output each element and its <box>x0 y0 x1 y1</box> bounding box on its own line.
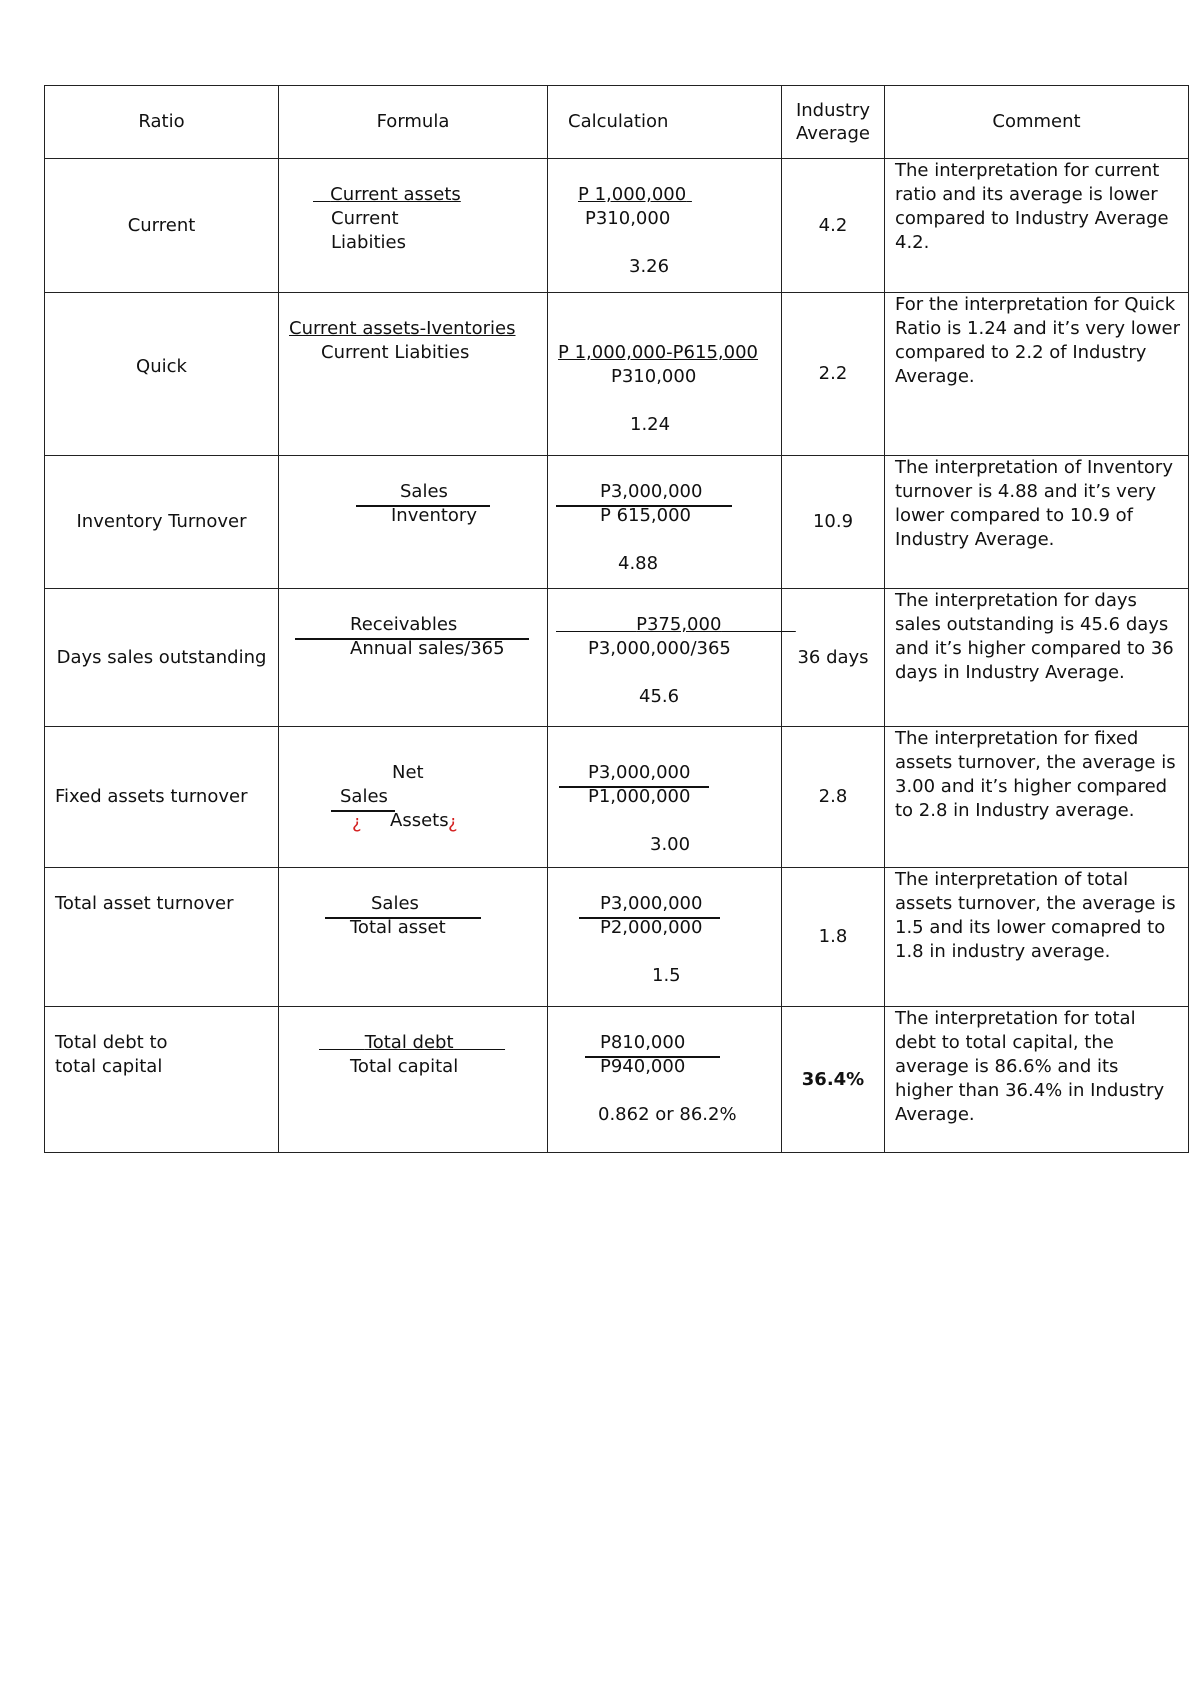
calculation-cell <box>548 1007 782 1153</box>
formula-cell <box>279 159 548 293</box>
industry-average-cell <box>782 727 885 868</box>
table-row <box>45 589 1189 727</box>
table-row <box>45 1007 1189 1153</box>
calc-numerator: P3,000,000 <box>588 762 691 783</box>
calc-numerator: P 1,000,000 <box>578 184 687 205</box>
formula-cell <box>279 589 548 727</box>
header-industry-line2: Average <box>796 123 870 144</box>
industry-average-value: 2.8 <box>818 786 848 807</box>
calc-denominator: P3,000,000/365 <box>588 638 731 659</box>
unknown-glyph-right: ¿ <box>448 812 458 833</box>
table-row <box>45 727 1189 868</box>
formula-numerator-line1: Net <box>392 762 424 783</box>
comment-cell: The interpretation for current ratio and its average is lower compared to Industry Average 4.2. <box>885 159 1189 293</box>
header-ratio: Ratio <box>45 86 279 159</box>
formula-numerator: Current assets-Iventories <box>289 318 516 339</box>
comment-cell: For the interpretation for Quick Ratio is 1.24 and it’s very lower compared to 2.2 of Industry Average. <box>885 293 1189 456</box>
comment-cell: The interpretation for total debt to total capital, the average is 86.6% and its higher than 36.4% in Industry Average. <box>885 1007 1189 1153</box>
header-comment: Comment <box>885 86 1189 159</box>
calculation-cell <box>548 868 782 1007</box>
calc-numerator: P3,000,000 <box>600 893 703 914</box>
calc-numerator: P 1,000,000-P615,000 <box>558 342 758 363</box>
comment-cell: The interpretation for days sales outstanding is 45.6 days and it’s higher compared to 36 days in Industry Average. <box>885 589 1189 727</box>
ratio-cell <box>45 589 279 727</box>
calc-result: 45.6 <box>639 686 680 707</box>
formula-denominator-line1: Current <box>331 208 399 229</box>
industry-average-cell <box>782 456 885 589</box>
formula-denominator: Current Liabities <box>321 342 470 363</box>
calc-denominator: P310,000 <box>585 208 671 229</box>
industry-average-cell <box>782 868 885 1007</box>
ratio-name: Current <box>127 214 196 236</box>
formula-cell <box>279 293 548 456</box>
table-row <box>45 293 1189 456</box>
calculation-cell <box>548 589 782 727</box>
table-header-row <box>45 86 1189 159</box>
calc-denominator: P1,000,000 <box>588 786 691 807</box>
industry-average-value: 1.8 <box>818 926 848 947</box>
formula-numerator: Current assets <box>330 184 461 205</box>
formula-numerator-line2: Sales <box>340 786 388 807</box>
table-row <box>45 159 1189 293</box>
fraction-bar <box>331 810 395 812</box>
calc-denominator: P 615,000 <box>600 505 692 526</box>
industry-average-value: 2.2 <box>818 363 848 384</box>
calc-numerator: P3,000,000 <box>600 481 703 502</box>
formula-numerator: Total debt <box>364 1032 454 1053</box>
formula-denominator: Annual sales/365 <box>350 638 505 659</box>
calculation-cell <box>548 293 782 456</box>
ratio-cell <box>45 159 279 293</box>
calc-result: 0.862 or 86.2% <box>598 1104 737 1125</box>
calc-denominator: P2,000,000 <box>600 917 703 938</box>
industry-average-cell <box>782 159 885 293</box>
ratio-cell <box>45 868 279 1007</box>
table-row <box>45 868 1189 1007</box>
ratio-name: Fixed assets turnover <box>55 786 248 807</box>
formula-denominator: Total capital <box>350 1056 459 1077</box>
industry-average-cell <box>782 293 885 456</box>
calculation-cell <box>548 159 782 293</box>
ratio-name-line2: total capital <box>55 1056 163 1077</box>
comment-cell: The interpretation for fixed assets turnover, the average is 3.00 and it’s higher compared to 2.8 in Industry average. <box>885 727 1189 868</box>
formula-cell <box>279 1007 548 1153</box>
industry-average-value: 4.2 <box>818 214 848 236</box>
ratio-cell <box>45 456 279 589</box>
ratio-name: Days sales outstanding <box>56 646 267 668</box>
comment-cell: The interpretation of total assets turnover, the average is 1.5 and its lower comapred to 1.8 in industry average. <box>885 868 1189 1007</box>
unknown-glyph-left: ¿ <box>352 812 362 833</box>
calculation-cell <box>548 727 782 868</box>
industry-average-cell <box>782 1007 885 1153</box>
ratio-name: Inventory Turnover <box>76 511 247 532</box>
calc-denominator: P310,000 <box>611 366 697 387</box>
table-row <box>45 456 1189 589</box>
ratio-name: Total asset turnover <box>55 893 234 914</box>
formula-cell <box>279 868 548 1007</box>
formula-numerator: Sales <box>400 481 448 502</box>
ratio-cell <box>45 293 279 456</box>
formula-cell <box>279 456 548 589</box>
formula-denominator: Inventory <box>391 505 477 526</box>
header-industry-average <box>782 86 885 159</box>
calc-result: 1.24 <box>630 414 671 435</box>
formula-numerator: Receivables <box>350 614 458 635</box>
industry-average-value: 36.4% <box>801 1068 865 1090</box>
ratio-name-line1: Total debt to <box>55 1032 168 1053</box>
ratio-cell <box>45 1007 279 1153</box>
industry-average-value: 10.9 <box>812 511 854 532</box>
calc-result: 3.26 <box>629 256 670 277</box>
calculation-cell <box>548 456 782 589</box>
header-calculation: Calculation <box>548 86 782 159</box>
industry-average-value: 36 days <box>797 646 869 668</box>
calc-result: 4.88 <box>618 553 659 574</box>
calc-result: 3.00 <box>650 834 691 855</box>
ratio-cell <box>45 727 279 868</box>
header-formula: Formula <box>279 86 548 159</box>
formula-denominator-line2: Liabities <box>331 232 406 253</box>
header-industry-line1: Industry <box>795 100 871 121</box>
calc-result: 1.5 <box>652 965 681 986</box>
calc-numerator: P810,000 <box>600 1032 686 1053</box>
industry-average-cell <box>782 589 885 727</box>
formula-numerator: Sales <box>371 893 419 914</box>
calc-numerator: P375,000 <box>636 614 722 635</box>
ratio-analysis-table <box>44 85 1189 1153</box>
formula-cell <box>279 727 548 868</box>
formula-denominator: Total asset <box>350 917 446 938</box>
calc-denominator: P940,000 <box>600 1056 686 1077</box>
comment-cell: The interpretation of Inventory turnover is 4.88 and it’s very lower compared to 10.9 of Industry Average. <box>885 456 1189 589</box>
ratio-name: Quick <box>136 356 187 377</box>
formula-denominator: Assets <box>390 810 449 831</box>
